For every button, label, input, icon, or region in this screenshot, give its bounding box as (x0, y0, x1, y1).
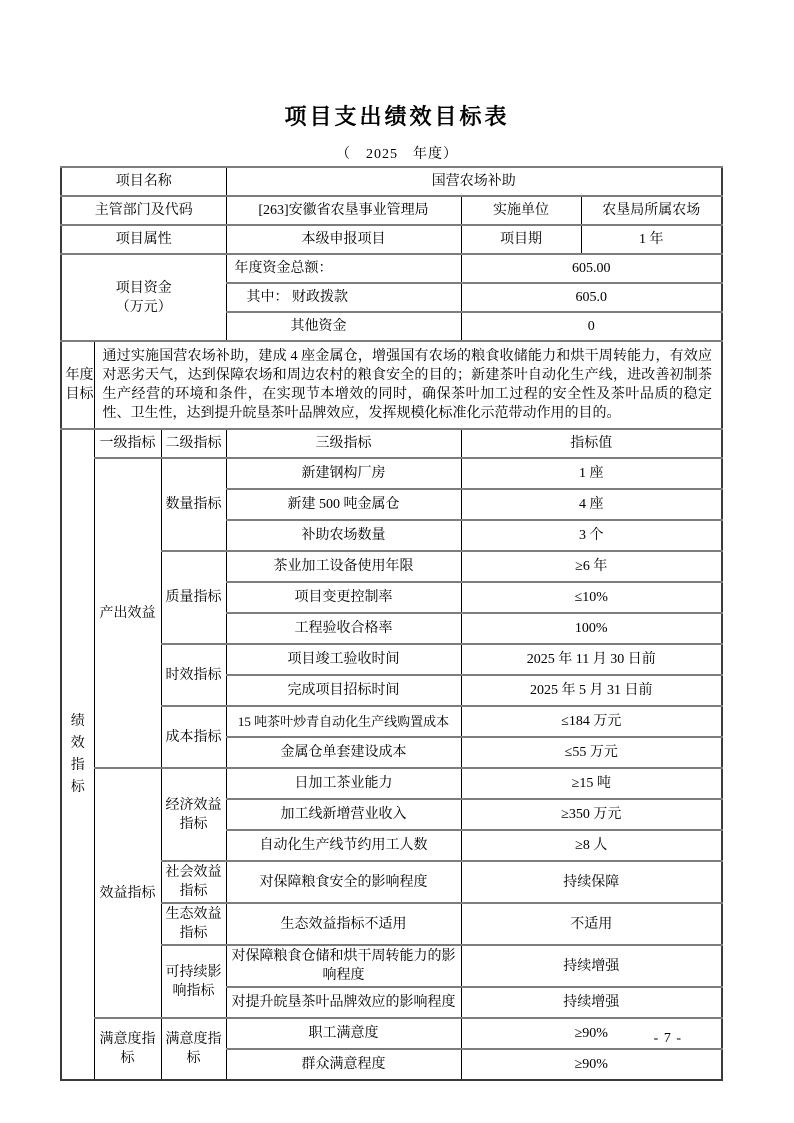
indicator-name: 项目竣工验收时间 (226, 644, 461, 675)
indicator-name: 自动化生产线节约用工人数 (226, 830, 461, 861)
indicator-name: 生态效益指标不适用 (226, 903, 461, 945)
indicator-value: ≥350 万元 (461, 799, 722, 830)
indicator-name: 加工线新增营业收入 (226, 799, 461, 830)
table-row (61, 196, 722, 225)
indicator-value: 1 座 (461, 458, 722, 489)
indicator-value: ≥6 年 (461, 551, 722, 582)
indicator-name: 金属仓单套建设成本 (226, 737, 461, 768)
indicator-name: 工程验收合格率 (226, 613, 461, 644)
level2-timeliness: 时效指标 (161, 644, 226, 706)
header-level1: 一级指标 (94, 429, 161, 458)
fund-label-line2: （万元） (115, 299, 172, 315)
indicator-value: 2025 年 5 月 31 日前 (461, 675, 722, 706)
project-name-label: 项目名称 (61, 167, 226, 196)
level2-social: 社会效益指标 (161, 861, 226, 903)
performance-target-table (60, 166, 723, 1081)
table-row (61, 903, 722, 945)
project-name-value: 国营农场补助 (226, 167, 722, 196)
level1-benefit: 效益指标 (94, 768, 161, 1018)
indicator-value: ≤55 万元 (461, 737, 722, 768)
table-row (61, 768, 722, 799)
indicator-value: 100% (461, 613, 722, 644)
fund-fiscal-value: 605.0 (461, 283, 722, 312)
table-row (61, 706, 722, 737)
indicator-value: 3 个 (461, 520, 722, 551)
indicator-value: 不适用 (461, 903, 722, 945)
level2-satisfaction: 满意度指标 (161, 1018, 226, 1080)
perf-section-label: 绩效指标 (61, 429, 94, 1080)
indicator-name: 对提升皖垦茶叶品牌效应的影响程度 (226, 987, 461, 1018)
indicator-name: 补助农场数量 (226, 520, 461, 551)
attr-value: 本级申报项目 (226, 225, 461, 254)
period-value: 1 年 (581, 225, 722, 254)
indicator-name: 对保障粮食仓储和烘干周转能力的影响程度 (226, 945, 461, 987)
table-row (61, 861, 722, 903)
page-title: 项目支出绩效目标表 (284, 104, 510, 129)
annual-goal-label: 年度目标 (61, 341, 94, 429)
indicator-value: 持续保障 (461, 861, 722, 903)
indicator-name: 完成项目招标时间 (226, 675, 461, 706)
fund-label-line1: 项目资金 (115, 280, 172, 296)
indicator-value: ≥15 吨 (461, 768, 722, 799)
table-row (61, 225, 722, 254)
dept-label: 主管部门及代码 (61, 196, 226, 225)
indicator-name: 15 吨茶叶炒青自动化生产线购置成本 (226, 706, 461, 737)
table-row (61, 1018, 722, 1049)
level1-satisfaction: 满意度指标 (94, 1018, 161, 1080)
page-subtitle: （ 2025 年度） (336, 147, 458, 162)
fund-total-label: 年度资金总额： (226, 254, 461, 283)
indicator-value: 2025 年 11 月 30 日前 (461, 644, 722, 675)
indicator-value: ≥90% (461, 1018, 722, 1049)
fund-other-value: 0 (461, 312, 722, 341)
header-level2: 二级指标 (161, 429, 226, 458)
level2-ecological: 生态效益指标 (161, 903, 226, 945)
indicator-name: 职工满意度 (226, 1018, 461, 1049)
table-row (61, 458, 722, 489)
level2-sustainable: 可持续影响指标 (161, 945, 226, 1018)
level2-economic: 经济效益指标 (161, 768, 226, 861)
fund-fiscal-label: 其中： 财政拨款 (226, 283, 461, 312)
indicator-name: 对保障粮食安全的影响程度 (226, 861, 461, 903)
fund-total-value: 605.00 (461, 254, 722, 283)
table-row (61, 167, 722, 196)
fund-label (61, 254, 226, 341)
level2-quantity: 数量指标 (161, 458, 226, 551)
table-row (61, 551, 722, 582)
indicator-name: 群众满意程度 (226, 1049, 461, 1080)
indicator-name: 新建钢构厂房 (226, 458, 461, 489)
indicator-value: ≥8 人 (461, 830, 722, 861)
table-row (61, 644, 722, 675)
table-row (61, 945, 722, 987)
header-level3: 三级指标 (226, 429, 461, 458)
indicator-value: 4 座 (461, 489, 722, 520)
indicator-value: ≤184 万元 (461, 706, 722, 737)
indicator-value: 持续增强 (461, 945, 722, 987)
level1-output: 产出效益 (94, 458, 161, 768)
indicator-name: 项目变更控制率 (226, 582, 461, 613)
indicator-name: 茶业加工设备使用年限 (226, 551, 461, 582)
level2-quality: 质量指标 (161, 551, 226, 644)
page-number: - 7 - (653, 1031, 682, 1046)
annual-goal-text: 通过实施国营农场补助，建成 4 座金属仓，增强国有农场的粮食收储能力和烘干周转能力，有效应对恶劣天气，达到保障农场和周边农村的粮食安全的目的；新建茶叶自动化生产线，进改善初制茶生产经营的环境和条件，在实现节本增效的同时，确保茶叶加工过程的安全性及茶叶品质的稳定性、卫生性，达到提升皖垦茶叶品牌效应，发挥规模化标准化示范带动作用的目的。 (94, 341, 722, 429)
table-row (61, 341, 722, 429)
attr-label: 项目属性 (61, 225, 226, 254)
level2-cost: 成本指标 (161, 706, 226, 768)
indicator-value: ≤10% (461, 582, 722, 613)
header-value: 指标值 (461, 429, 722, 458)
fund-other-label: 其他资金 (226, 312, 461, 341)
indicator-name: 日加工茶业能力 (226, 768, 461, 799)
indicator-value: ≥90% (461, 1049, 722, 1080)
table-row (61, 429, 722, 458)
indicator-name: 新建 500 吨金属仓 (226, 489, 461, 520)
impl-unit-value: 农垦局所属农场 (581, 196, 722, 225)
impl-unit-label: 实施单位 (461, 196, 581, 225)
table-row (61, 254, 722, 283)
indicator-value: 持续增强 (461, 987, 722, 1018)
period-label: 项目期 (461, 225, 581, 254)
dept-value: [263]安徽省农垦事业管理局 (226, 196, 461, 225)
